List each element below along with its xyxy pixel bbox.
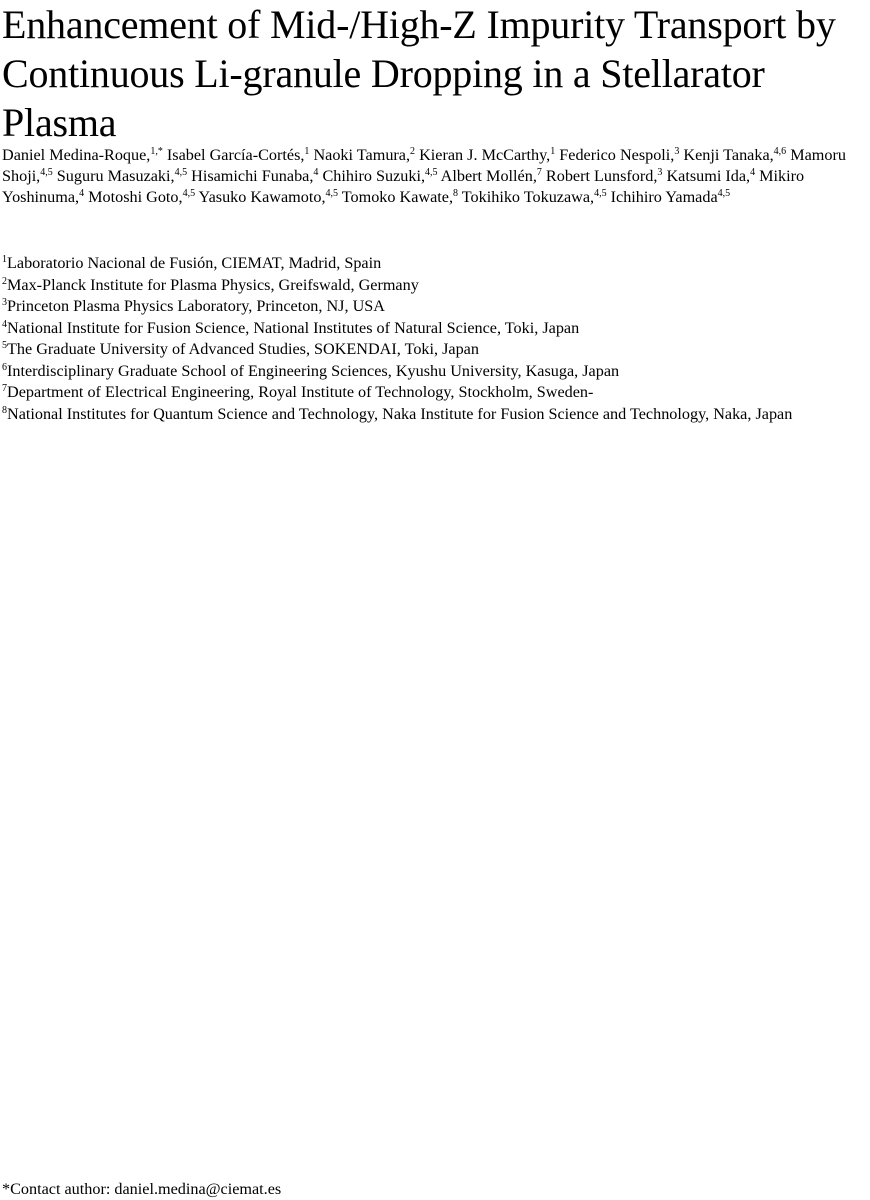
author-list [2, 145, 866, 208]
author-affiliation-mark: 4,5 [717, 188, 731, 199]
affiliation-number: 8 [2, 404, 7, 416]
affiliation-item [2, 382, 870, 404]
affiliation-number: 7 [2, 383, 7, 394]
affiliation-text: National Institute for Fusion Science, National Institutes of Natural Science, Toki, Japan [7, 318, 580, 337]
author-affiliation-mark: 2 [410, 146, 416, 157]
author-name: Albert Mollén, [440, 167, 537, 185]
affiliation-item [2, 318, 870, 340]
contact-author-text: Contact author: daniel.medina@ciemat.es [10, 1180, 282, 1198]
affiliation-item [2, 339, 870, 361]
author-affiliation-mark: 1 [304, 146, 310, 157]
author-name: Ichihiro Yamada [610, 188, 718, 206]
author-name: Tomoko Kawate, [341, 188, 454, 206]
affiliation-text: Department of Electrical Engineering, Royal Institute of Technology, Stockholm, Sweden- [7, 383, 594, 401]
author-name: Kieran J. McCarthy, [419, 146, 551, 164]
author-name: Yasuko Kawamoto, [198, 188, 326, 206]
author-affiliation-mark: 3 [657, 167, 663, 178]
contact-author-mark: * [2, 1180, 11, 1198]
author-name: Kenji Tanaka, [683, 146, 774, 164]
paper-title: Enhancement of Mid-/High-Z Impurity Transport by Continuous Li-granule Dropping in a Stellarator Plasma [2, 2, 836, 145]
author-affiliation-mark: 4,5 [182, 188, 196, 199]
author-name: Tokihiko Tokuzawa, [461, 188, 595, 206]
author-affiliation-mark: 4,5 [174, 167, 188, 178]
author-name: Isabel García-Cortés, [166, 146, 305, 164]
affiliation-number: 2 [2, 275, 7, 287]
author-name: Chihiro Suzuki, [322, 167, 425, 185]
affiliation-text: Interdisciplinary Graduate School of Engineering Sciences, Kyushu University, Kasuga, Japan [7, 361, 620, 380]
affiliation-number: 1 [2, 254, 7, 265]
affiliation-text: Laboratorio Nacional de Fusión, CIEMAT, Madrid, Spain [7, 254, 382, 272]
affiliation-number: 3 [2, 297, 7, 308]
author-name: Mamoru Shoji, [2, 146, 846, 185]
affiliation-text: Princeton Plasma Physics Laboratory, Princeton, NJ, USA [7, 297, 385, 315]
affiliation-item [2, 361, 870, 383]
author-affiliation-mark: 4,5 [325, 188, 338, 199]
author-affiliation-mark: 7 [536, 167, 542, 178]
author-name: Katsumi Ida, [666, 167, 751, 185]
affiliation-item [2, 296, 870, 318]
affiliation-list [2, 253, 870, 425]
contact-author [2, 1179, 281, 1200]
author-name: Robert Lunsford, [545, 167, 658, 185]
affiliation-text: The Graduate University of Advanced Studies, SOKENDAI, Toki, Japan [7, 340, 479, 358]
author-affiliation-mark: 4,5 [425, 167, 438, 178]
author-affiliation-mark: 1,* [150, 146, 163, 157]
author-affiliation-mark: 4,5 [594, 188, 607, 199]
author-affiliation-mark: 4 [79, 188, 85, 199]
author-affiliation-mark: 4,6 [773, 146, 787, 157]
affiliation-item [2, 404, 870, 426]
author-name: Hisamichi Funaba, [191, 167, 314, 185]
affiliation-text: National Institutes for Quantum Science and Technology, Naka Institute for Fusion Science and Technology, Naka, Japan [7, 404, 793, 423]
author-name: Motoshi Goto, [88, 188, 183, 206]
affiliation-number: 6 [2, 361, 7, 373]
affiliation-text: Max-Planck Institute for Plasma Physics, Greifswald, Germany [7, 275, 419, 294]
author-affiliation-mark: 4,5 [40, 167, 53, 178]
author-affiliation-mark: 8 [453, 188, 459, 199]
author-name: Naoki Tamura, [313, 146, 411, 164]
author-name: Federico Nespoli, [559, 146, 675, 164]
affiliation-item [2, 275, 870, 297]
author-name: Daniel Medina-Roque, [2, 146, 151, 164]
author-name: Suguru Masuzaki, [56, 167, 175, 185]
affiliation-number: 5 [2, 340, 7, 351]
author-affiliation-mark: 4 [313, 167, 319, 178]
author-name: Mikiro Yoshinuma, [2, 167, 805, 206]
author-affiliation-mark: 1 [550, 146, 556, 157]
affiliation-number: 4 [2, 318, 7, 330]
affiliation-item [2, 253, 870, 275]
author-affiliation-mark: 3 [674, 146, 680, 157]
author-affiliation-mark: 4 [750, 167, 756, 178]
